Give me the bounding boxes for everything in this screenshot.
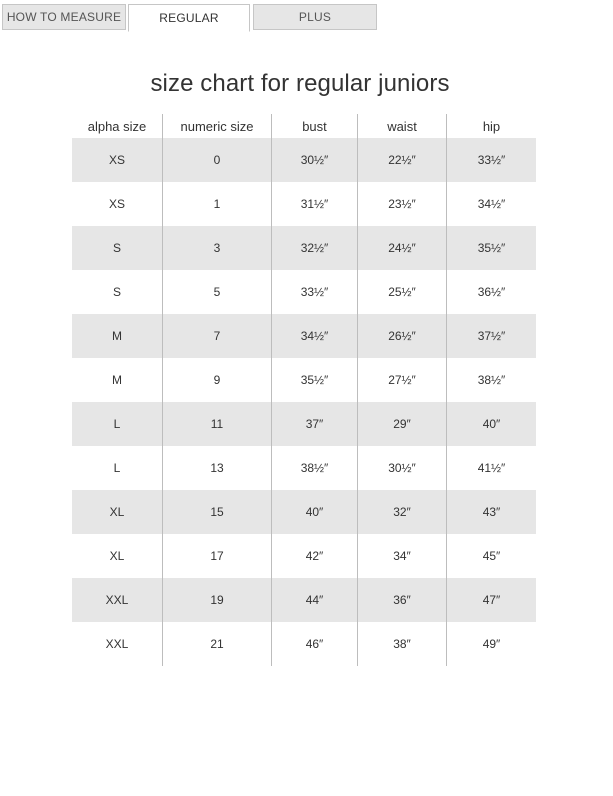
- hip-cell: 47″: [446, 578, 536, 622]
- numeric-size-cell: 9: [162, 358, 271, 402]
- waist-cell: 34″: [357, 534, 446, 578]
- numeric-size-cell: 13: [162, 446, 271, 490]
- alpha-size-cell: XS: [108, 153, 125, 167]
- hip-cell: 35½″: [446, 226, 536, 270]
- page-title: size chart for regular juniors: [150, 70, 450, 97]
- alpha-size-cell: S: [112, 285, 121, 299]
- bust-cell: 32½″: [271, 226, 357, 270]
- waist-cell: 38″: [357, 622, 446, 666]
- alpha-size-cell: L: [113, 417, 121, 431]
- table-row: [72, 182, 536, 226]
- tab-regular[interactable]: REGULAR: [128, 4, 250, 32]
- hip-cell: 34½″: [446, 182, 536, 226]
- numeric-size-cell: 21: [162, 622, 271, 666]
- size-chart-table: [72, 114, 536, 666]
- table-body: [72, 138, 536, 666]
- alpha-size-cell: XL: [109, 505, 125, 519]
- waist-cell: 32″: [357, 490, 446, 534]
- hip-cell: 36½″: [446, 270, 536, 314]
- hip-cell: 33½″: [446, 138, 536, 182]
- waist-cell: 26½″: [357, 314, 446, 358]
- waist-cell: 30½″: [357, 446, 446, 490]
- alpha-size-cell: M: [112, 373, 122, 387]
- bust-cell: 30½″: [271, 138, 357, 182]
- header-numeric-size: numeric size: [162, 114, 271, 138]
- header-hip: hip: [446, 114, 536, 138]
- numeric-size-cell: 0: [162, 138, 271, 182]
- header-bust: bust: [271, 114, 357, 138]
- table-row: [72, 314, 536, 358]
- alpha-size-cell: S: [112, 241, 121, 255]
- table-row: [72, 138, 536, 182]
- numeric-size-cell: 3: [162, 226, 271, 270]
- numeric-size-cell: 7: [162, 314, 271, 358]
- table-row: [72, 402, 536, 446]
- table-header-row: [72, 114, 536, 138]
- tab-how-to-measure[interactable]: HOW TO MEASURE: [2, 4, 126, 30]
- waist-cell: 29″: [357, 402, 446, 446]
- numeric-size-cell: 15: [162, 490, 271, 534]
- waist-cell: 22½″: [357, 138, 446, 182]
- alpha-size-cell: M: [112, 329, 122, 343]
- bust-cell: 40″: [271, 490, 357, 534]
- bust-cell: 46″: [271, 622, 357, 666]
- numeric-size-cell: 5: [162, 270, 271, 314]
- numeric-size-cell: 1: [162, 182, 271, 226]
- waist-cell: 27½″: [357, 358, 446, 402]
- bust-cell: 34½″: [271, 314, 357, 358]
- waist-cell: 36″: [357, 578, 446, 622]
- waist-cell: 24½″: [357, 226, 446, 270]
- bust-cell: 44″: [271, 578, 357, 622]
- table-row: [72, 622, 536, 666]
- tab-plus[interactable]: PLUS: [253, 4, 377, 30]
- bust-cell: 42″: [271, 534, 357, 578]
- waist-cell: 25½″: [357, 270, 446, 314]
- table-row: [72, 578, 536, 622]
- table-row: [72, 358, 536, 402]
- hip-cell: 43″: [446, 490, 536, 534]
- waist-cell: 23½″: [357, 182, 446, 226]
- header-alpha-size: alpha size: [87, 118, 147, 134]
- hip-cell: 37½″: [446, 314, 536, 358]
- hip-cell: 38½″: [446, 358, 536, 402]
- table-row: [72, 534, 536, 578]
- alpha-size-cell: XXL: [105, 637, 129, 651]
- header-waist: waist: [357, 114, 446, 138]
- bust-cell: 33½″: [271, 270, 357, 314]
- hip-cell: 41½″: [446, 446, 536, 490]
- hip-cell: 45″: [446, 534, 536, 578]
- bust-cell: 37″: [271, 402, 357, 446]
- tab-bar: [0, 0, 613, 32]
- numeric-size-cell: 11: [162, 402, 271, 446]
- alpha-size-cell: XL: [109, 549, 125, 563]
- alpha-size-cell: L: [113, 461, 121, 475]
- bust-cell: 38½″: [271, 446, 357, 490]
- table-row: [72, 446, 536, 490]
- bust-cell: 31½″: [271, 182, 357, 226]
- numeric-size-cell: 17: [162, 534, 271, 578]
- hip-cell: 49″: [446, 622, 536, 666]
- numeric-size-cell: 19: [162, 578, 271, 622]
- table-row: [72, 490, 536, 534]
- alpha-size-cell: XXL: [105, 593, 129, 607]
- bust-cell: 35½″: [271, 358, 357, 402]
- hip-cell: 40″: [446, 402, 536, 446]
- alpha-size-cell: XS: [108, 197, 125, 211]
- table-row: [72, 226, 536, 270]
- table-row: [72, 270, 536, 314]
